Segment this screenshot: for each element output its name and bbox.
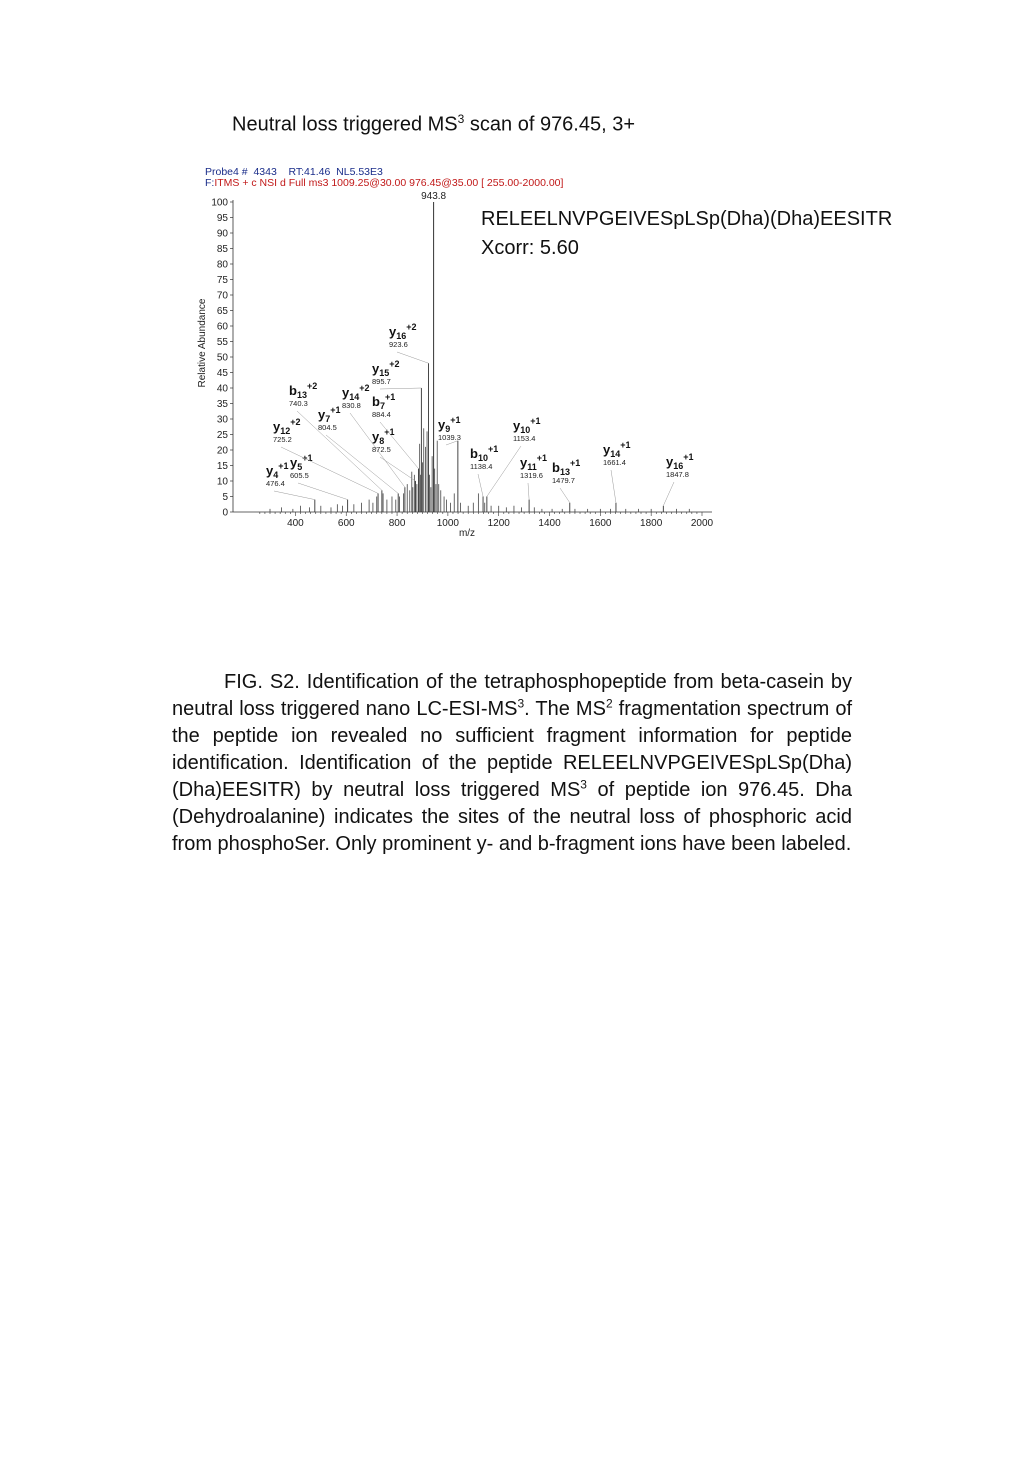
ion-mz-label: 740.3 bbox=[289, 399, 308, 408]
ion-label bbox=[520, 453, 547, 472]
ion-type: y bbox=[266, 463, 274, 478]
ion-type: y bbox=[603, 442, 611, 457]
ion-charge: +1 bbox=[683, 452, 694, 462]
ion-charge: +2 bbox=[406, 322, 417, 332]
ion-label bbox=[273, 417, 301, 436]
ion-charge: +2 bbox=[290, 417, 301, 427]
ion-mz-label: 830.8 bbox=[342, 401, 361, 410]
x-tick-label: 1800 bbox=[640, 518, 663, 529]
y-tick-label: 35 bbox=[216, 399, 228, 410]
ion-charge: +1 bbox=[450, 415, 461, 425]
ion-index: 15 bbox=[379, 368, 390, 378]
y-tick-label: 85 bbox=[216, 244, 228, 255]
ion-charge: +1 bbox=[278, 461, 289, 471]
peak-leader-line bbox=[397, 352, 428, 363]
y-tick-label: 25 bbox=[216, 430, 228, 441]
ion-charge: +1 bbox=[536, 453, 548, 463]
ion-label bbox=[372, 427, 395, 446]
y-tick-label: 90 bbox=[216, 228, 228, 240]
ion-index: 14 bbox=[610, 449, 621, 459]
ion-mz-label: 476.4 bbox=[266, 479, 285, 488]
ion-charge: +1 bbox=[530, 416, 541, 426]
ion-index: 7 bbox=[379, 401, 385, 411]
ion-mz-label: 605.5 bbox=[290, 471, 309, 480]
ion-charge: +1 bbox=[302, 453, 313, 463]
y-tick-label: 15 bbox=[216, 461, 228, 472]
xcorr-score: Xcorr: 5.60 bbox=[481, 237, 579, 259]
x-tick-label: 2000 bbox=[690, 518, 714, 529]
ion-charge: +1 bbox=[330, 405, 341, 415]
ion-index: 16 bbox=[396, 331, 407, 341]
ion-charge: +2 bbox=[359, 383, 370, 393]
ion-label bbox=[513, 416, 541, 435]
scan-header-line1: Probe4 # 4343 RT:41.46 NL5.53E3 bbox=[205, 166, 383, 178]
ion-type: y bbox=[372, 429, 380, 444]
y-tick-label: 75 bbox=[216, 275, 228, 286]
y-tick-label: 60 bbox=[216, 321, 228, 333]
ms3-spectrum-chart bbox=[0, 0, 1024, 560]
ion-type: b bbox=[552, 460, 560, 475]
y-tick-label: 100 bbox=[211, 197, 228, 209]
x-tick-label: 600 bbox=[337, 518, 355, 529]
peak-leader-line bbox=[380, 388, 421, 389]
ion-label bbox=[372, 359, 400, 378]
ion-index: 10 bbox=[520, 425, 531, 435]
y-tick-label: 80 bbox=[216, 259, 228, 271]
ion-label bbox=[289, 381, 317, 400]
ion-type: y bbox=[520, 455, 528, 470]
ion-charge: +1 bbox=[569, 458, 581, 468]
ion-mz-label: 804.5 bbox=[318, 423, 337, 432]
ion-charge: +2 bbox=[389, 359, 400, 369]
x-tick-label: 1600 bbox=[589, 518, 612, 529]
ion-index: 16 bbox=[673, 461, 684, 471]
ion-label bbox=[666, 452, 694, 471]
ion-charge: +1 bbox=[487, 444, 499, 454]
y-tick-label: 45 bbox=[216, 368, 228, 379]
ion-index: 8 bbox=[379, 436, 385, 446]
ion-label bbox=[470, 444, 498, 463]
ion-label bbox=[266, 461, 289, 480]
ion-label bbox=[603, 440, 631, 459]
x-tick-label: 800 bbox=[388, 518, 406, 529]
ion-mz-label: 923.6 bbox=[389, 340, 408, 349]
peak-leader-line bbox=[663, 482, 674, 506]
base-peak-label: 943.8 bbox=[421, 191, 447, 202]
ion-charge: +1 bbox=[620, 440, 631, 450]
ion-type: y bbox=[389, 324, 397, 339]
peptide-sequence: RELEELNVPGEIVESpLSp(Dha)(Dha)EESITR bbox=[481, 208, 893, 230]
ion-mz-label: 1153.4 bbox=[513, 434, 536, 443]
ion-mz-label: 872.5 bbox=[372, 445, 391, 454]
y-tick-label: 50 bbox=[216, 352, 228, 364]
ion-mz-label: 1479.7 bbox=[552, 476, 575, 485]
ion-label bbox=[552, 458, 580, 477]
x-tick-label: 1000 bbox=[436, 518, 460, 529]
x-tick-label: 1400 bbox=[538, 518, 561, 529]
y-tick-label: 70 bbox=[216, 290, 228, 302]
ion-type: y bbox=[318, 407, 326, 422]
ion-type: b bbox=[372, 394, 380, 409]
ion-type: y bbox=[273, 419, 281, 434]
y-tick-label: 0 bbox=[222, 507, 228, 519]
ion-index: 4 bbox=[273, 470, 279, 480]
peak-leader-line bbox=[274, 491, 315, 500]
ion-index: 12 bbox=[280, 426, 291, 436]
ion-index: 7 bbox=[325, 414, 331, 424]
y-tick-label: 20 bbox=[216, 445, 228, 457]
figure-title: Neutral loss triggered $MS^3$ scan of 976.45, 3+ bbox=[232, 112, 636, 136]
ion-type: y bbox=[438, 417, 446, 432]
ion-label bbox=[290, 453, 313, 472]
peak-leader-line bbox=[611, 470, 616, 503]
ion-index: 10 bbox=[477, 453, 488, 463]
x-axis-label: m/z bbox=[458, 528, 476, 539]
peak-leader-line bbox=[560, 488, 570, 503]
y-tick-label: 30 bbox=[216, 414, 228, 426]
ion-label bbox=[438, 415, 461, 434]
scan-header-line2: F:ITMS + c NSI d Full ms3 1009.25@30.00 976.45@35.00 [ 255.00-2000.00] bbox=[205, 177, 564, 189]
ion-type: y bbox=[342, 385, 350, 400]
y-tick-label: 5 bbox=[222, 492, 228, 503]
ion-type: y bbox=[666, 454, 674, 469]
ion-index: 11 bbox=[527, 462, 537, 472]
ion-label bbox=[372, 392, 395, 411]
ion-index: 9 bbox=[445, 424, 451, 434]
ion-mz-label: 895.7 bbox=[372, 377, 391, 386]
ion-mz-label: 725.2 bbox=[273, 435, 292, 444]
ion-charge: +1 bbox=[384, 392, 396, 402]
ion-index: 14 bbox=[349, 392, 360, 402]
ion-mz-label: 1138.4 bbox=[470, 462, 493, 471]
peak-leader-line bbox=[326, 435, 398, 493]
x-tick-label: 400 bbox=[287, 518, 304, 529]
ion-mz-label: 1319.6 bbox=[520, 471, 543, 480]
ion-mz-label: 1039.3 bbox=[438, 433, 461, 442]
ion-charge: +2 bbox=[306, 381, 318, 391]
ion-type: y bbox=[290, 455, 298, 470]
ion-mz-label: 1661.4 bbox=[603, 458, 626, 467]
y-tick-label: 10 bbox=[216, 476, 228, 488]
y-tick-label: 40 bbox=[216, 383, 228, 395]
y-tick-label: 95 bbox=[216, 213, 228, 224]
ion-index: 13 bbox=[559, 467, 570, 477]
ion-index: 5 bbox=[297, 462, 303, 472]
x-tick-label: 1200 bbox=[487, 518, 510, 529]
peak-leader-line bbox=[528, 483, 529, 500]
peak-leader-line bbox=[298, 483, 348, 500]
figure-caption: FIG. S2. Identification of the tetraphosphopeptide from beta-casein by neutral loss triggered nano $LC-ESI-MS^3$. The $MS^2$ fragmentation spectrum of the peptide ion revealed no sufficient fragment information for peptide identification. Identification of the peptide RELEELNVPGEIVESpLSp(Dha)(Dha)EESITR) by neutral loss triggered $MS^3$ of peptide ion 976.45. Dha (Dehydroalanine) indicates the sites of the neutral loss of phosphoric acid from phosphoSer. Only prominent y- and b-fragment ions have been labeled. bbox=[172, 671, 853, 855]
ion-label bbox=[342, 383, 370, 402]
ion-type: b bbox=[289, 383, 297, 398]
y-tick-label: 55 bbox=[216, 337, 228, 348]
y-axis-label: Relative Abundance bbox=[197, 298, 208, 388]
ion-index: 13 bbox=[296, 390, 307, 400]
ion-label bbox=[389, 322, 417, 341]
ion-mz-label: 1847.8 bbox=[666, 470, 689, 479]
ion-type: b bbox=[470, 446, 478, 461]
ion-charge: +1 bbox=[384, 427, 395, 437]
ion-type: y bbox=[513, 418, 521, 433]
peak-leader-line bbox=[478, 474, 483, 497]
y-tick-label: 65 bbox=[216, 306, 228, 317]
ion-mz-label: 884.4 bbox=[372, 410, 391, 419]
ion-type: y bbox=[372, 361, 380, 376]
ion-label bbox=[318, 405, 341, 424]
